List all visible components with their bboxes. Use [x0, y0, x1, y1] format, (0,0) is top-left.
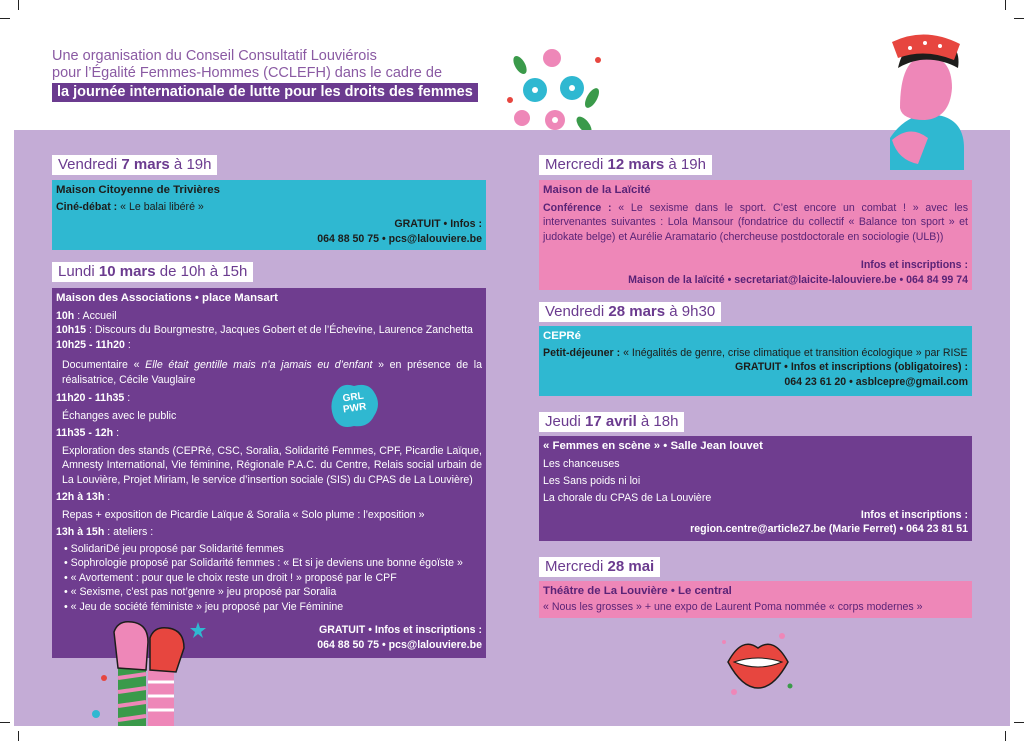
- event-desc-text: « Le balai libéré »: [117, 200, 204, 213]
- event-venue: Théâtre de La Louvière • Le central: [543, 585, 732, 597]
- list-item: Les chanceuses: [543, 457, 620, 470]
- event-card: [539, 326, 972, 396]
- crop-mark: [0, 722, 10, 723]
- flowers-illustration: [500, 40, 610, 140]
- date-day: Vendredi: [545, 303, 609, 320]
- schedule-text: Exploration des stands (CEPRé, CSC, Soralia, Solidarité Femmes, CPF, Picardie Laïque, Amnesty International, Vie féminine, Régionale P.A.C. du Centre, Relais social urbain de La Louvière, Projet Miriam, le service d’insertion sociale (SIS) du CPAS de La Louvière): [62, 444, 482, 486]
- schedule-colon: :: [113, 427, 120, 439]
- event-venue: « Femmes en scène » • Salle Jean louvet: [543, 440, 763, 452]
- intro-text: [52, 48, 502, 102]
- event-venue: Maison Citoyenne de Trivières: [56, 184, 220, 196]
- event-date-bar: [539, 412, 684, 432]
- schedule-text: : Discours du Bourgmestre, Jacques Gobert et de l’Échevine, Laurence Zanchetta: [86, 324, 473, 336]
- schedule-item: [56, 426, 482, 441]
- event-venue: Maison de la Laïcité: [543, 184, 651, 196]
- list-item: Les Sans poids ni loi: [543, 474, 641, 487]
- crop-mark: [1014, 722, 1024, 723]
- intro-line-2: pour l’Égalité Femmes-Hommes (CCLEFH) dans le cadre de: [52, 65, 443, 81]
- date-time: à 19h: [664, 156, 706, 173]
- event-card: [539, 581, 972, 618]
- date-time: à 18h: [636, 413, 679, 430]
- schedule-text: [56, 358, 482, 387]
- date-bold: 7 mars: [121, 156, 170, 173]
- event-contact[interactable]: Maison de la laïcité • secretariat@laicite-lalouviere.be • 064 84 99 74: [628, 273, 968, 286]
- date-time: de 10h à 15h: [155, 263, 248, 280]
- sticker-text-1: GRL: [342, 390, 365, 405]
- lips-illustration: [718, 628, 798, 700]
- event-desc-text: « Inégalités de genre, crise climatique et transition écologique » par RISE: [620, 346, 968, 359]
- raised-fists-illustration: [88, 612, 208, 726]
- event-venue: CEPRé: [543, 330, 581, 342]
- schedule-text: Repas + exposition de Picardie Laïque & Soralia « Solo plume : l’exposition »: [62, 508, 425, 521]
- schedule-time: 11h35 - 12h: [56, 427, 114, 439]
- event-desc-text: « Le sexisme dans le sport. C’est encore un combat ! » avec les intervenantes suivantes : Lola Mansour (fondatrice du collectif « Balance ton sport » et judokate belge) et Aurélie Aramatario (chercheuse postdoctorale en sociologie (ULB)): [543, 201, 968, 243]
- schedule-time: 12h à 13h: [56, 491, 105, 503]
- list-item: La chorale du CPAS de La Louvière: [543, 491, 712, 504]
- crop-mark: [1005, 731, 1006, 741]
- event-card: [539, 436, 972, 541]
- date-day: Jeudi: [545, 413, 586, 430]
- date-bold: 17 avril: [585, 413, 637, 430]
- event-contact[interactable]: 064 88 50 75 • pcs@lalouviere.be: [317, 638, 482, 651]
- schedule-item: [56, 323, 482, 338]
- event-type: Petit-déjeuner :: [543, 346, 621, 359]
- event-info-label: Infos et inscriptions :: [860, 259, 968, 271]
- date-day: Mercredi: [545, 558, 608, 575]
- event-description: [543, 201, 968, 245]
- date-time: à 9h30: [665, 303, 716, 320]
- schedule-time: 10h25 - 11h20: [56, 338, 125, 351]
- event-info-label: GRATUIT • Infos et inscriptions :: [318, 624, 482, 636]
- event-date-bar: [52, 155, 217, 175]
- schedule-item: [56, 490, 482, 505]
- schedule-text-part: » en présence de la réalisatrice, Cécile Vauglaire: [62, 359, 482, 386]
- list-item: • « Avortement : pour que le choix reste un droit ! » proposé par le CPF: [64, 571, 482, 586]
- event-description: « Nous les grosses » + une expo de Laurent Poma nommée « corps modernes »: [543, 600, 923, 613]
- date-day: Mercredi: [545, 156, 608, 173]
- list-item: • « Jeu de société féministe » jeu proposé par Vie Féminine: [64, 600, 482, 615]
- crop-mark: [18, 0, 19, 10]
- event-type: Ciné-débat :: [56, 200, 118, 213]
- schedule-colon: :: [124, 338, 131, 351]
- list-item: • Sophrologie proposé par Solidarité femmes : « Et si je deviens une bonne égoïste »: [64, 556, 482, 571]
- event-contact[interactable]: 064 88 50 75 • pcs@lalouviere.be: [317, 232, 482, 245]
- schedule-item: [56, 525, 482, 540]
- crop-mark: [1005, 0, 1006, 10]
- film-title: Elle était gentille mais n’a jamais eu d’enfant: [145, 359, 373, 371]
- date-bold: 12 mars: [607, 156, 665, 173]
- schedule-time: 11h20 - 11h35: [56, 392, 125, 404]
- performer-list: [543, 456, 968, 507]
- event-card: [52, 180, 486, 250]
- event-date-bar: [52, 262, 253, 282]
- event-info-label: GRATUIT • Infos et inscriptions (obligatoires) :: [734, 361, 968, 373]
- event-card: [52, 288, 486, 658]
- event-contact[interactable]: region.centre@article27.be (Marie Ferret) • 064 23 81 51: [690, 523, 968, 535]
- event-description: [56, 200, 482, 215]
- event-venue: Maison des Associations • place Mansart: [56, 292, 278, 304]
- event-date-bar: [539, 155, 712, 175]
- event-card: [539, 180, 972, 290]
- event-contact[interactable]: 064 23 61 20 • asblcepre@gmail.com: [784, 375, 968, 388]
- woman-illustration: [880, 28, 970, 170]
- grl-pwr-sticker: [328, 382, 380, 430]
- crop-mark: [18, 731, 19, 741]
- event-date-bar: [539, 302, 721, 322]
- schedule-item: [56, 338, 482, 353]
- schedule-item: [56, 309, 482, 324]
- date-bold: 28 mars: [608, 303, 666, 320]
- schedule-item: [56, 391, 482, 406]
- schedule-colon: : ateliers :: [104, 526, 154, 538]
- schedule-time: 13h à 15h: [56, 526, 105, 538]
- event-info-label: Infos et inscriptions :: [860, 508, 968, 521]
- schedule-time: 10h15: [56, 324, 87, 336]
- schedule-text-part: Documentaire «: [62, 359, 146, 371]
- list-item: • « Sexisme, c’est pas not’genre » jeu proposé par Soralia: [64, 585, 482, 600]
- schedule-text: Échanges avec le public: [62, 409, 177, 422]
- event-type: Conférence :: [543, 201, 612, 214]
- date-day: Lundi: [58, 263, 99, 280]
- intro-highlight: la journée internationale de lutte pour les droits des femmes: [52, 83, 478, 102]
- date-bold: 28 mai: [607, 558, 655, 575]
- date-bold: 10 mars: [98, 263, 156, 280]
- list-item: • SolidariDé jeu proposé par Solidarité femmes: [64, 542, 482, 557]
- sticker-text-2: PWR: [342, 401, 368, 416]
- date-day: Vendredi: [58, 156, 122, 173]
- workshop-list: [56, 542, 482, 615]
- schedule-time: 10h: [56, 309, 75, 322]
- event-info-label: GRATUIT • Infos :: [394, 218, 482, 230]
- event-date-bar: [539, 557, 660, 577]
- crop-mark: [1014, 18, 1024, 19]
- intro-line-1: Une organisation du Conseil Consultatif Louviérois: [52, 48, 377, 64]
- crop-mark: [0, 18, 10, 19]
- schedule-colon: :: [104, 491, 111, 503]
- event-description: [543, 346, 968, 361]
- schedule-colon: :: [124, 392, 131, 404]
- schedule-text: : Accueil: [74, 309, 117, 322]
- date-time: à 19h: [169, 156, 212, 173]
